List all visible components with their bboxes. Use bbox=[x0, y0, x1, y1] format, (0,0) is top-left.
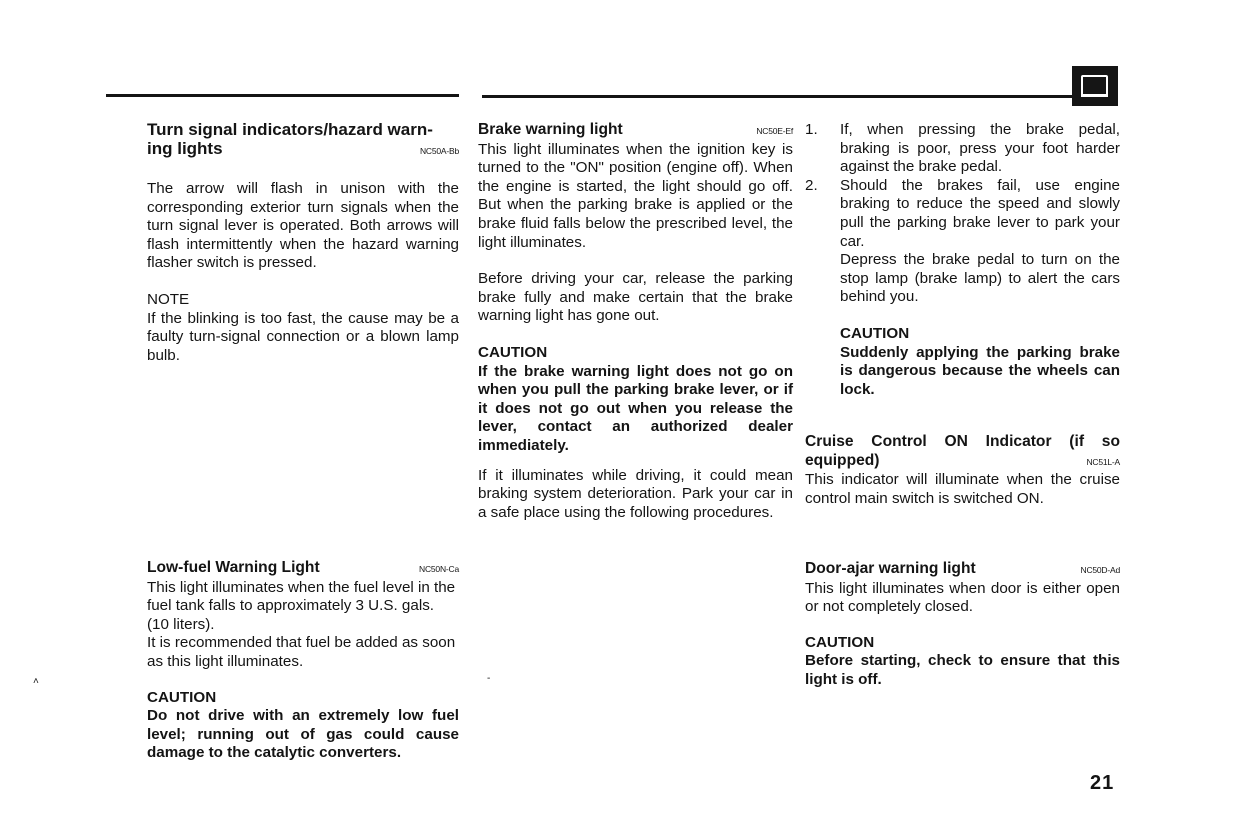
low-fuel-code: NC50N-Ca bbox=[419, 564, 459, 574]
brake-warning-body: This light illuminates when the ignition key is turned to the "ON" position (engine off). When the engine is started, the light should go off. But when the parking brake is applied or the brake fluid falls below the prescribed level, the light illuminates. bbox=[478, 140, 793, 251]
low-fuel-title: Low-fuel Warning Light NC50N-Ca bbox=[147, 559, 459, 579]
door-ajar-code: NC50D-Ad bbox=[1080, 565, 1120, 575]
list-item: 1. If, when pressing the brake pedal, braking is poor, press your foot harder against the brake pedal. bbox=[805, 121, 1120, 176]
door-ajar-section bbox=[805, 560, 1120, 690]
note-label: NOTE bbox=[147, 290, 190, 308]
low-fuel-body-1: This light illuminates when the fuel level in the fuel tank falls to approximately 3 U.S. gals. (10 liters). bbox=[147, 578, 456, 633]
step-extra: Depress the brake pedal to turn on the stop lamp (brake lamp) to alert the cars behind you. bbox=[840, 251, 1120, 306]
low-fuel-caution-label: CAUTION bbox=[147, 688, 217, 706]
cruise-control-code: NC51L-A bbox=[1086, 456, 1120, 467]
column-left bbox=[147, 120, 459, 365]
page-number: 21 bbox=[1090, 772, 1115, 794]
cruise-control-body: This indicator will illuminate when the cruise control main switch is switched ON. bbox=[805, 471, 1120, 507]
brake-warning-body-3: If it illuminates while driving, it could mean braking system deterioration. Park your car in a safe place using the following procedures. bbox=[478, 466, 793, 521]
note-body: If the blinking is too fast, the cause may be a faulty turn-signal connection or a blown lamp bulb. bbox=[147, 309, 459, 364]
header-rule-left bbox=[106, 94, 459, 97]
column-right bbox=[805, 121, 1120, 399]
list-item: 2. Should the brakes fail, use engine braking to reduce the speed and slowly pull the parking brake lever to park your car. bbox=[805, 176, 1120, 250]
low-fuel-body-2: It is recommended that fuel be added as soon as this light illuminates. bbox=[147, 634, 456, 670]
door-ajar-body: This light illuminates when door is either open or not completely closed. bbox=[805, 579, 1120, 616]
square-tab-icon bbox=[1072, 66, 1118, 106]
brake-caution-label: CAUTION bbox=[478, 343, 548, 361]
scan-speck: ˄ bbox=[33, 676, 39, 687]
brake-warning-title: Brake warning light NC50E-Ef bbox=[478, 121, 793, 141]
parking-brake-caution-label: CAUTION bbox=[840, 324, 910, 342]
brake-failure-steps bbox=[805, 121, 1120, 251]
door-ajar-caution-label: CAUTION bbox=[805, 633, 875, 651]
cruise-control-title: Cruise Control ON Indicator (if so equipped) NC51L-A bbox=[805, 433, 1120, 471]
turn-signal-body: The arrow will flash in unison with the corresponding exterior turn signals when the turn signal lever is operated. Both arrows will flash intermittently when the hazard warning flasher switch is pressed. bbox=[147, 180, 459, 272]
turn-signal-title: Turn signal indicators/hazard warn- ing lights NC50A-Bb bbox=[147, 120, 459, 161]
door-ajar-caution-body: Before starting, check to ensure that this light is off. bbox=[805, 652, 1120, 688]
door-ajar-title: Door-ajar warning light NC50D-Ad bbox=[805, 560, 1120, 580]
low-fuel-section bbox=[147, 559, 459, 763]
parking-brake-caution-body: Suddenly applying the parking brake is dangerous because the wheels can lock. bbox=[840, 343, 1120, 398]
column-middle bbox=[478, 121, 793, 522]
brake-warning-body-2: Before driving your car, release the parking brake fully and make certain that the brake warning light has gone out. bbox=[478, 270, 793, 325]
scan-speck: - bbox=[487, 673, 491, 684]
brake-warning-code: NC50E-Ef bbox=[756, 126, 793, 136]
brake-caution-body: If the brake warning light does not go on when you pull the parking brake lever, or if it does not go out when you release the lever, contact an authorized dealer immediately. bbox=[478, 362, 793, 454]
low-fuel-caution-body: Do not drive with an extremely low fuel level; running out of gas could cause damage to the catalytic converters. bbox=[147, 707, 459, 762]
header-rule-right bbox=[482, 95, 1072, 98]
cruise-control-section bbox=[805, 433, 1120, 508]
turn-signal-code: NC50A-Bb bbox=[419, 146, 459, 156]
